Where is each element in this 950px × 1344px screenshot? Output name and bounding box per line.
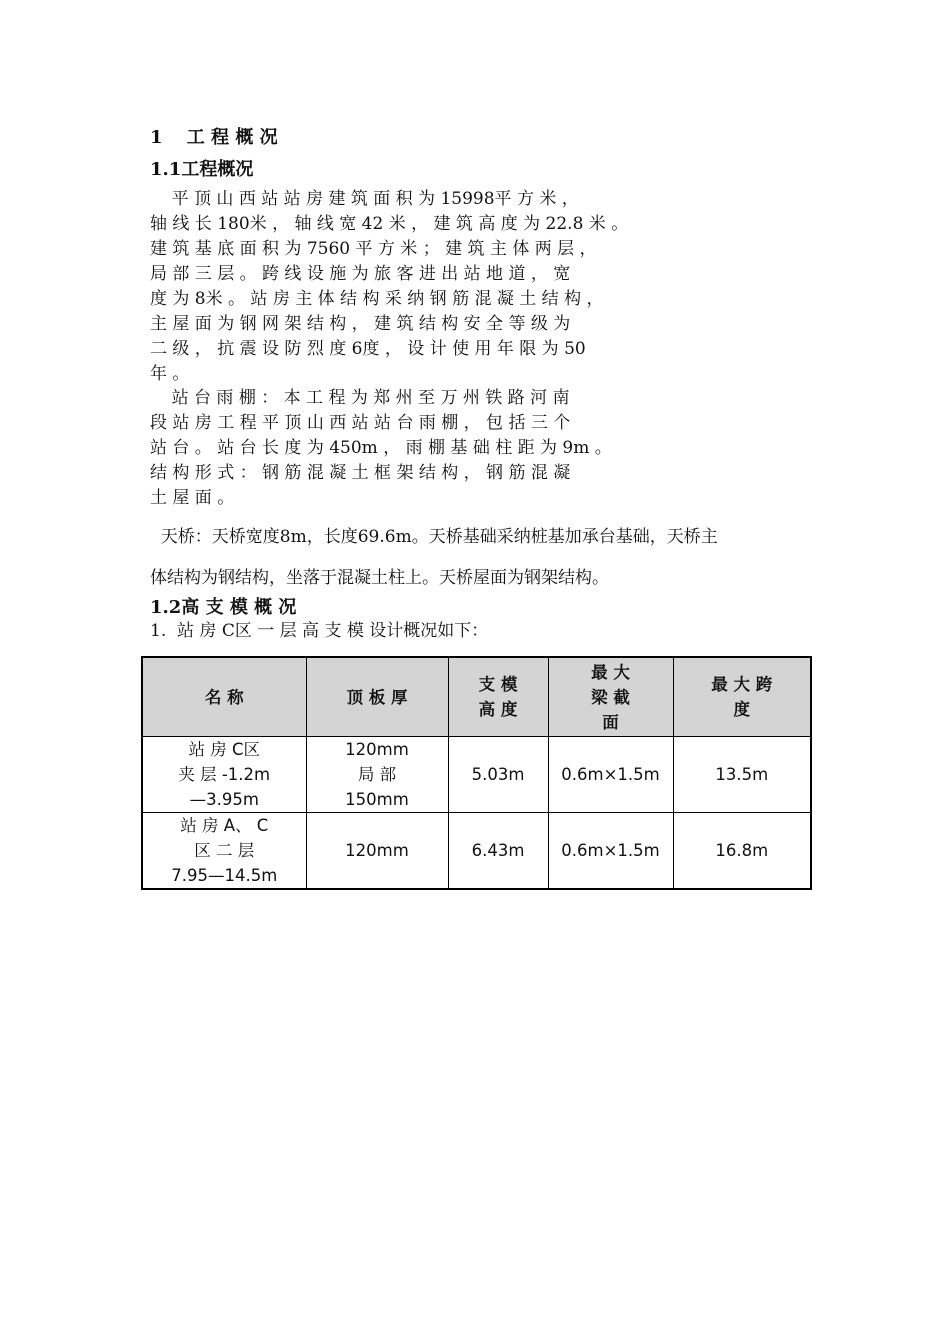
para-2-line: 土 屋 面 。: [150, 488, 235, 508]
cell-max-span: 16.8m: [673, 813, 811, 890]
para-1-line: 年 。: [150, 364, 190, 384]
cell-name: 站 房 C区 夹 层 -1.2m —3.95m: [142, 737, 306, 813]
header-max-span: 最 大 跨 度: [673, 657, 811, 737]
para-1-line: 平 顶 山 西 站 站 房 建 筑 面 积 为 15998平 方 米 ，: [150, 189, 579, 209]
para-2-line: 段 站 房 工 程 平 顶 山 西 站 站 台 雨 棚 ， 包 括 三 个: [150, 413, 571, 433]
section-1-1-title: 1.1工程概况: [150, 159, 254, 180]
para-1-line: 轴 线 长 180米 ， 轴 线 宽 42 米 ， 建 筑 高 度 为 22.8 米 。: [150, 214, 629, 234]
para-3-line: 体结构为钢结构，坐落于混凝土柱上。天桥屋面为钢架结构。: [150, 568, 609, 588]
cell-slab-thickness: 120mm: [306, 813, 448, 890]
subitem-label: 1. 站 房 C区 一 层 高 支 模 设计概况如下：: [150, 621, 489, 641]
header-max-beam-section: 最 大 梁 截 面: [548, 657, 673, 737]
table-row: [142, 813, 811, 890]
header-formwork-height: 支 模 高 度: [448, 657, 548, 737]
cell-max-span: 13.5m: [673, 737, 811, 813]
para-3-line: 天桥：天桥宽度8m，长度69.6m。天桥基础采纳桩基加承台基础，天桥主: [150, 527, 718, 547]
para-1-line: 建 筑 基 底 面 积 为 7560 平 方 米 ； 建 筑 主 体 两 层 ，: [150, 239, 597, 259]
table-header-row: [142, 657, 811, 737]
para-2-line: 站 台 。 站 台 长 度 为 450m ， 雨 棚 基 础 柱 距 为 9m 。: [150, 438, 612, 458]
cell-max-beam-section: 0.6m×1.5m: [548, 737, 673, 813]
section-1-2-title: 1.2高 支 模 概 况: [150, 597, 297, 618]
para-1-line: 度 为 8米 。 站 房 主 体 结 构 采 纳 钢 筋 混 凝 土 结 构 ，: [150, 289, 604, 309]
header-name: 名 称: [142, 657, 306, 737]
para-2-line: 站 台 雨 棚 ： 本 工 程 为 郑 州 至 万 州 铁 路 河 南: [150, 388, 570, 408]
cell-slab-thickness: 120mm 局 部 150mm: [306, 737, 448, 813]
section-1-title: 1 工 程 概 况: [150, 127, 278, 148]
header-slab-thickness: 顶 板 厚: [306, 657, 448, 737]
cell-formwork-height: 6.43m: [448, 813, 548, 890]
cell-name: 站 房 A、 C 区 二 层 7.95—14.5m: [142, 813, 306, 890]
para-2-line: 结 构 形 式 ： 钢 筋 混 凝 土 框 架 结 构 ， 钢 筋 混 凝: [150, 463, 571, 483]
formwork-table: [141, 656, 812, 890]
para-1-line: 局 部 三 层 。 跨 线 设 施 为 旅 客 进 出 站 地 道 ， 宽: [150, 264, 571, 284]
table-row: [142, 737, 811, 813]
para-1-line: 主 屋 面 为 钢 网 架 结 构 ， 建 筑 结 构 安 全 等 级 为: [150, 314, 571, 334]
cell-max-beam-section: 0.6m×1.5m: [548, 813, 673, 890]
cell-formwork-height: 5.03m: [448, 737, 548, 813]
para-1-line: 二 级 ， 抗 震 设 防 烈 度 6度 ， 设 计 使 用 年 限 为 50: [150, 339, 586, 359]
